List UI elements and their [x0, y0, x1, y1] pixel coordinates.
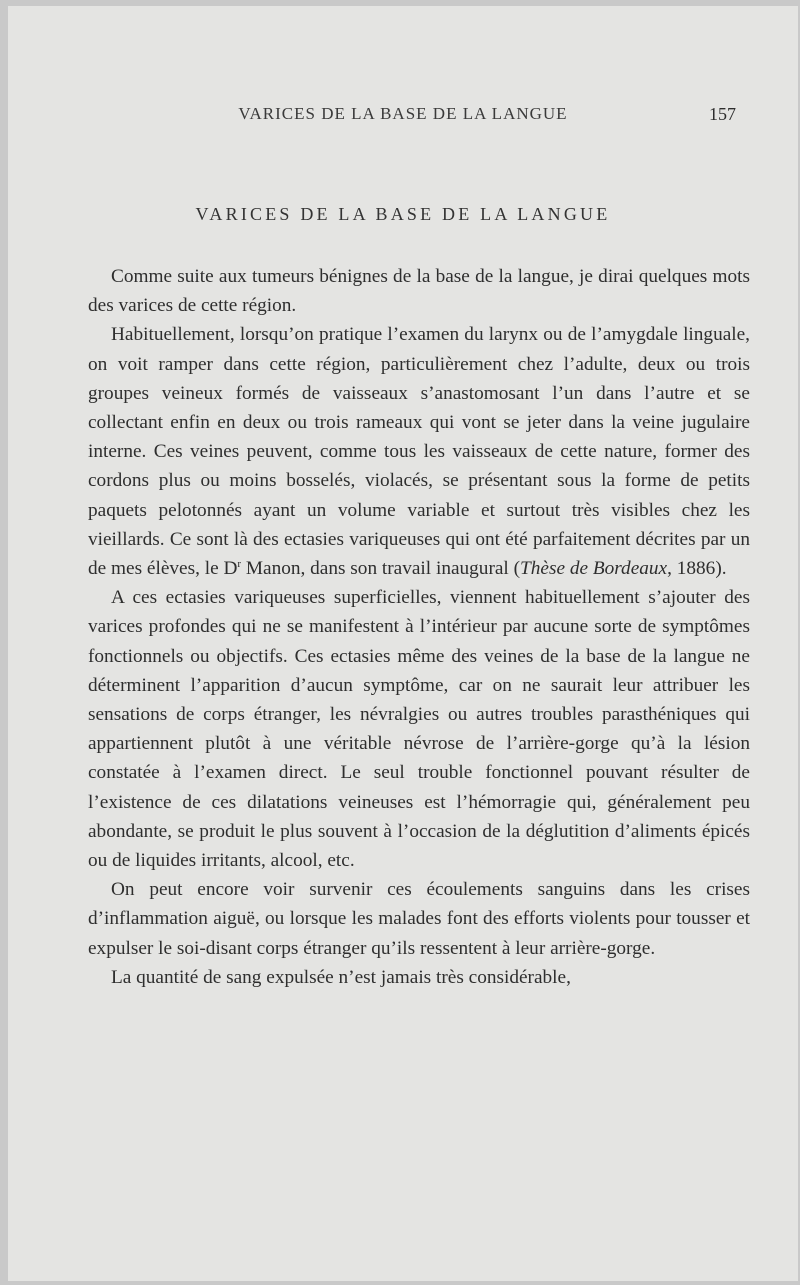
paragraph-blood-quantity: La quantité de sang expulsée n’est jamais très considérable,: [111, 966, 571, 988]
book-page: [8, 6, 798, 1281]
running-title: VARICES DE LA BASE DE LA LANGUE: [238, 104, 568, 123]
paragraph-text: Manon, dans son travail inaugural (: [241, 558, 521, 580]
page-number: 157: [709, 104, 736, 124]
paragraph-text: Habituellement, lorsqu’on pratique l’examen du larynx ou de l’amygdale linguale, on voit ramper dans cette région, particulièrement chez l’adulte, deux ou trois groupes veineux formés de vaisseaux s’anastomosant l’un dans l’autre et se collectant enfin en deux ou trois rameaux qui vont se jeter dans la veine jugulaire interne. Ces veines peuvent, comme tous les vaisseaux de cette nature, former des cordons plus ou moins bosselés, violacés, se présentant sous la forme de petits paquets pelotonnés ayant un volume variable et surtout très visibles chez les vieillards. Ce sont là des ectasies variqueuses qui ont été parfaitement décrites par un de mes élèves, le D: [88, 324, 750, 580]
chapter-title: VARICES DE LA BASE DE LA LANGUE: [195, 204, 611, 224]
doctor-abbreviation-superscript: r: [237, 558, 242, 571]
paragraph-bleeding-causes: On peut encore voir survenir ces écoulements sanguins dans les crises d’inflammation aiguë, ou lorsque les malades font des efforts violents pour tousser et expulser le soi-disant corps étranger qu’ils ressentent à leur arrière-gorge.: [88, 879, 750, 959]
paragraph-deep-varices: A ces ectasies variqueuses superficielles, viennent habituellement s’ajouter des varices profondes qui ne se manifestent à l’intérieur par aucune sorte de symptômes fonctionnels ou objectifs. Ces ectasies même des veines de la base de la langue ne déterminent l’apparition d’aucun symptôme, car on ne saurait leur attribuer les sensations de corps étranger, les névralgies ou autres troubles parasthéniques qui appartiennent plutôt à une véritable névrose de l’arrière-gorge qu’à la lésion constatée à l’examen direct. Le seul trouble fonctionnel pouvant résulter de l’existence de ces dilatations veineuses est l’hémorragie qui, généralement peu abondante, se produit le plus souvent à l’occasion de la déglutition d’aliments épicés ou de liquides irritants, alcool, etc.: [88, 587, 750, 872]
paragraph-intro: Comme suite aux tumeurs bénignes de la base de la langue, je dirai quelques mots des varices de cette région.: [88, 266, 750, 317]
body-text: [88, 262, 750, 992]
paragraph-superficial-varices: [88, 320, 750, 583]
paragraph-text: , 1886).: [667, 558, 727, 580]
running-header: [8, 102, 798, 126]
thesis-citation: Thèse de Bordeaux: [520, 558, 668, 580]
